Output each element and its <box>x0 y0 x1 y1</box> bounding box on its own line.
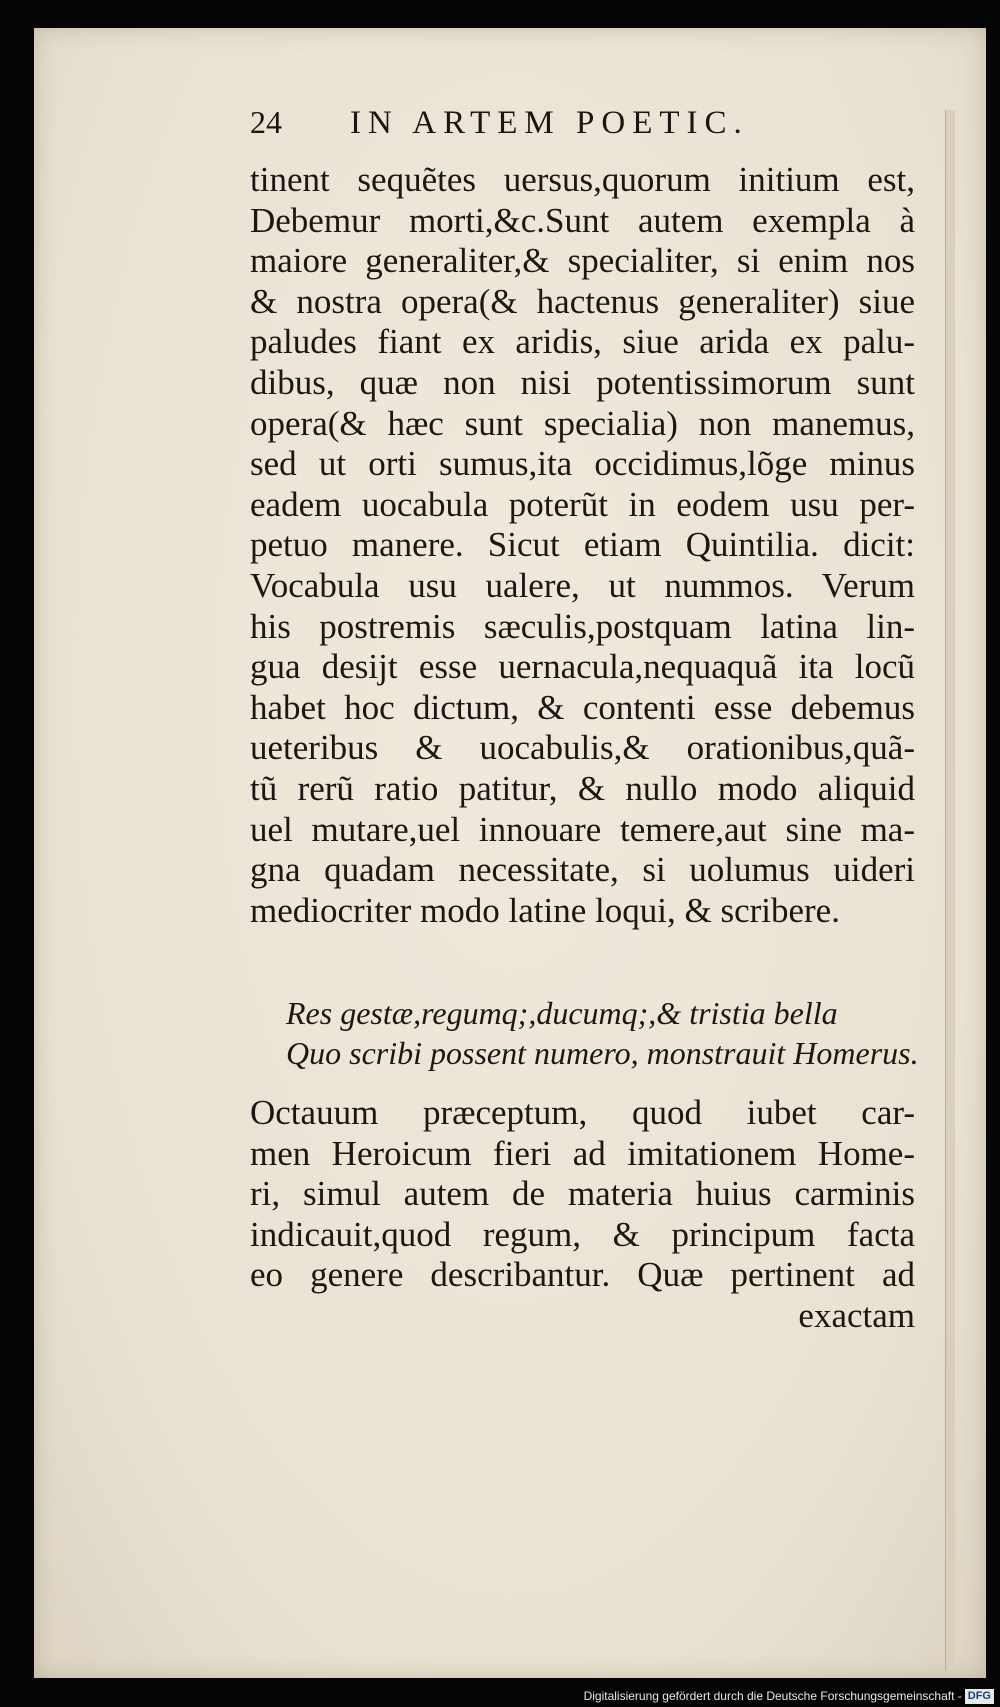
text-line: eo genere describantur. Quæ pertinent ad <box>250 1255 915 1295</box>
text-line: ueteribus & uocabulis,& orationibus,quã- <box>250 728 915 768</box>
paragraph-1 <box>250 160 915 931</box>
verse-line: Res gestæ,regumq;,ducumq;,& tristia bella <box>286 995 838 1031</box>
running-head <box>250 104 900 150</box>
text-line: dibus, quæ non nisi potentissimorum sunt <box>250 362 915 402</box>
dfg-logo: DFG <box>965 1689 994 1704</box>
text-line: his postremis sæculis,postquam latina lin- <box>250 606 915 646</box>
text-line: Debemur morti,&c.Sunt autem exempla à <box>250 200 915 240</box>
text-line: eadem uocabula poterũt in eodem usu per- <box>250 484 915 524</box>
text-line: opera(& hæc sunt specialia) non manemus, <box>250 403 915 443</box>
page-edge <box>945 110 955 1670</box>
text-line: paludes fiant ex aridis, siue arida ex palu- <box>250 322 915 362</box>
text-line: indicauit,quod regum, & principum facta <box>250 1214 915 1254</box>
text-line: maiore generaliter,& specialiter, si enim nos <box>250 241 915 281</box>
text-line: habet hoc dictum, & contenti esse debemus <box>250 687 915 727</box>
text-line: petuo manere. Sicut etiam Quintilia. dicit: <box>250 525 915 565</box>
catchword: exactam <box>798 1295 915 1335</box>
digitization-credit <box>584 1687 994 1705</box>
text-line: sed ut orti sumus,ita occidimus,lõge minus <box>250 444 915 484</box>
text-line: & nostra opera(& hactenus generaliter) siue <box>250 281 915 321</box>
text-line: ri, simul autem de materia huius carminis <box>250 1174 915 1214</box>
text-line: gua desijt esse uernacula,nequaquã ita locũ <box>250 647 915 687</box>
text-line: Octauum præceptum, quod iubet car- <box>250 1093 915 1132</box>
text-line: tũ rerũ ratio patitur, & nullo modo aliquid <box>250 768 915 808</box>
text-line: men Heroicum fieri ad imitationem Home- <box>250 1133 915 1173</box>
text-line: Vocabula usu ualere, ut nummos. Verum <box>250 565 915 605</box>
text-line: tinent sequẽtes uersus,quorum initium est, <box>250 160 915 199</box>
text-line: uel mutare,uel innouare temere,aut sine ma- <box>250 809 915 849</box>
verse-line: Quo scribi possent numero, monstrauit Homerus. <box>286 1035 919 1071</box>
verse-quote <box>286 993 919 1073</box>
paragraph-2 <box>250 1093 915 1337</box>
text-line: mediocriter modo latine loqui, & scribere. <box>250 890 840 930</box>
running-head-title: IN ARTEM POETIC. <box>350 105 749 141</box>
text-line: gna quadam necessitate, si uolumus uideri <box>250 850 915 890</box>
credit-text: Digitalisierung gefördert durch die Deutsche Forschungsgemeinschaft - <box>583 1689 962 1703</box>
page-number: 24 <box>250 104 282 140</box>
